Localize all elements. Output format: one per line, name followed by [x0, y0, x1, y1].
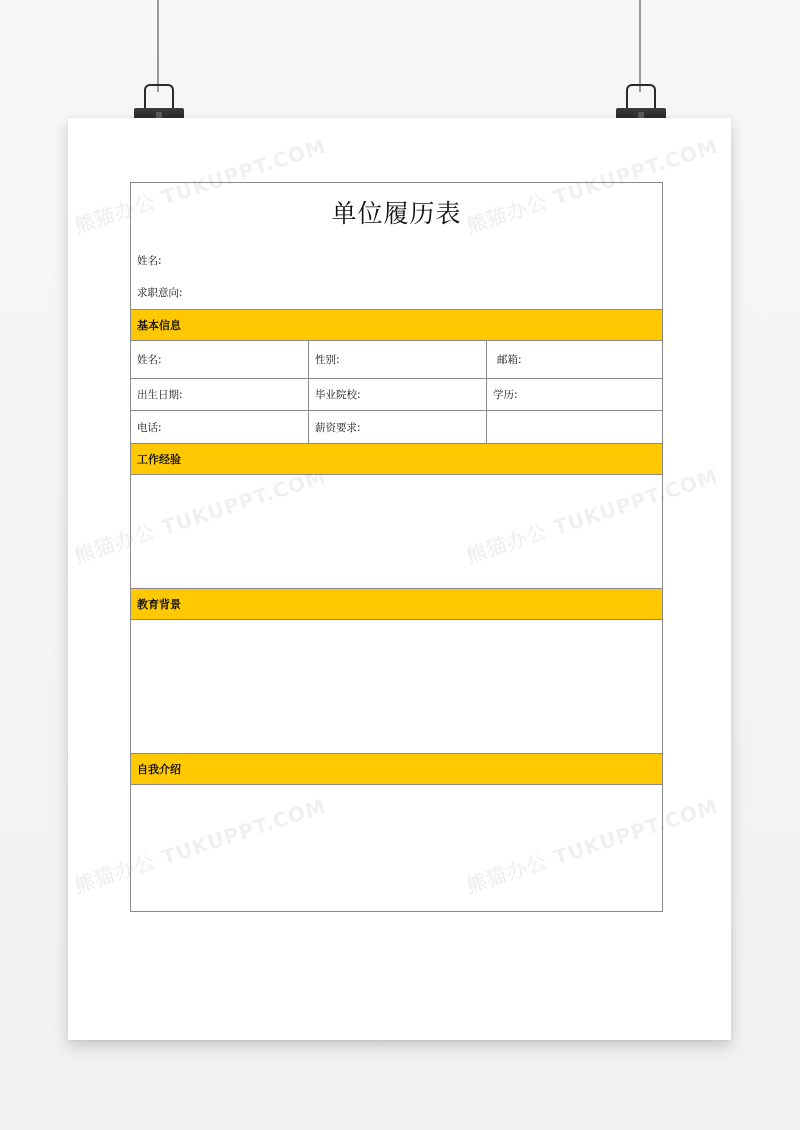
gender-cell[interactable]: 性别:	[309, 341, 487, 378]
resume-form	[130, 182, 663, 912]
page-title: 单位履历表	[331, 199, 462, 228]
paper-sheet	[68, 118, 731, 1040]
school-cell[interactable]: 毕业院校:	[309, 379, 487, 410]
birth-date-cell[interactable]: 出生日期:	[131, 379, 309, 410]
hanging-wire-right	[639, 0, 641, 92]
job-intent-field[interactable]: 求职意向:	[137, 287, 183, 299]
work-experience-content[interactable]	[131, 475, 662, 588]
watermark: 熊猫办公 TUKUPPT.COM	[71, 463, 330, 569]
email-cell[interactable]: 邮箱:	[497, 354, 522, 366]
empty-cell[interactable]	[487, 411, 662, 443]
table-row	[131, 411, 662, 443]
section-education: 教育背景	[131, 588, 662, 620]
section-basic-info: 基本信息	[131, 309, 662, 341]
phone-cell[interactable]: 电话:	[131, 411, 309, 443]
name-field[interactable]: 姓名:	[137, 255, 162, 267]
self-intro-content[interactable]	[131, 785, 662, 911]
education-content[interactable]	[131, 620, 662, 753]
hanging-wire-left	[157, 0, 159, 92]
table-row	[131, 379, 662, 411]
salary-cell[interactable]: 薪资要求:	[309, 411, 487, 443]
name-cell[interactable]: 姓名:	[131, 341, 309, 378]
section-self-intro: 自我介绍	[131, 753, 662, 785]
degree-cell[interactable]: 学历:	[493, 389, 518, 401]
watermark: 熊猫办公 TUKUPPT.COM	[463, 133, 722, 239]
watermark: 熊猫办公 TUKUPPT.COM	[463, 793, 722, 899]
watermark: 熊猫办公 TUKUPPT.COM	[71, 133, 330, 239]
table-row	[131, 341, 662, 379]
section-work-experience: 工作经验	[131, 443, 662, 475]
watermark: 熊猫办公 TUKUPPT.COM	[71, 793, 330, 899]
watermark: 熊猫办公 TUKUPPT.COM	[463, 463, 722, 569]
